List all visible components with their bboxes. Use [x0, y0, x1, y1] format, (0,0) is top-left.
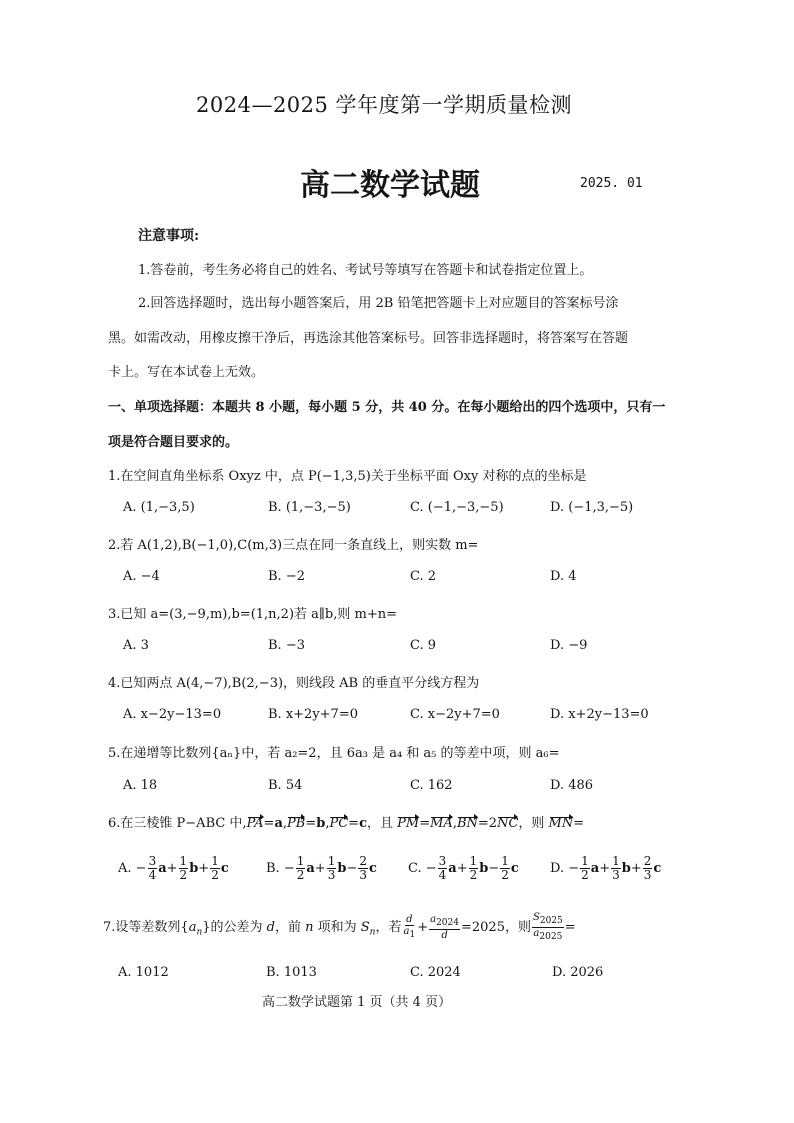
question-6-option-c: C. − $\frac{3}{4}$ a+ $\frac{1}{2}$ b− $\frac{1}{2}$ c: [408, 854, 519, 883]
question-2-option-b: B. −2: [268, 569, 305, 584]
question-3-stem: 3.已知 a=(3,−9,m),b=(1,n,2)若 a∥b,则 m+n=: [108, 607, 397, 622]
question-7-option-d: D. 2026: [552, 965, 604, 980]
question-3-option-b: B. −3: [268, 638, 305, 653]
question-4-stem: 4.已知两点 A(4,−7),B(2,−3)，则线段 AB 的垂直平分线方程为: [108, 676, 480, 691]
question-1-stem: 1.在空间直角坐标系 Oxyz 中，点 P(−1,3,5)关于坐标平面 Oxy 对称的点的坐标是: [108, 469, 587, 484]
question-6-stem: 6.在三棱锥 P−ABC 中,PA=a,PB=b,PC=c，且 PM=MA,BN=2NC，则 MN=: [108, 816, 585, 831]
page-footer: 高二数学试题第 1 页（共 4 页）: [262, 995, 452, 1010]
question-7-stem: 7.设等差数列$\{a_n\}$的公差为 d，前 n 项和为 $S_n$，若 $\frac{d}{a_1}$ + $\frac{a_{2024}}{d}$ =2025，则 $\frac{S_{2025}}{a_{2025}}$ =: [103, 912, 576, 942]
question-5-stem: 5.在递增等比数列{aₙ}中，若 a₂=2，且 6a₃ 是 a₄ 和 a₅ 的等差中项，则 a₆=: [108, 746, 560, 761]
question-3-option-c: C. 9: [410, 638, 437, 653]
question-2-stem: 2.若 A(1,2),B(−1,0),C(m,3)三点在同一条直线上，则实数 m=: [108, 538, 479, 553]
question-5-option-a: A. 18: [123, 778, 158, 793]
question-5-option-b: B. 54: [268, 778, 303, 793]
question-1-option-c: C. (−1,−3,−5): [410, 500, 504, 515]
exam-title: 高二数学试题: [300, 168, 480, 203]
question-1-option-d: D. (−1,3,−5): [550, 500, 634, 515]
question-4-option-d: D. x+2y−13=0: [550, 707, 649, 722]
question-6-option-a: A. − $\frac{3}{4}$ a+ $\frac{1}{2}$ b+ $\frac{1}{2}$ c: [118, 854, 229, 883]
question-6-stem-prefix: 6.在三棱锥 P−ABC 中,: [108, 816, 247, 831]
question-7-option-a: A. 1012: [118, 965, 169, 980]
question-7-option-c: C. 2024: [410, 965, 461, 980]
notice-item-2-line-1: 2.回答选择题时，选出每小题答案后，用 2B 铅笔把答题卡上对应题目的答案标号涂: [138, 296, 619, 311]
question-1-option-b: B. (1,−3,−5): [268, 500, 351, 515]
question-5-option-c: C. 162: [410, 778, 453, 793]
question-6-option-d: D. − $\frac{1}{2}$ a+ $\frac{1}{3}$ b+ $\frac{2}{3}$ c: [550, 854, 662, 883]
question-4-option-b: B. x+2y+7=0: [268, 707, 358, 722]
notice-item-1: 1.答卷前，考生务必将自己的姓名、考试号等填写在答题卡和试卷指定位置上。: [138, 263, 593, 278]
notice-item-2-line-2: 黑。如需改动，用橡皮擦干净后，再选涂其他答案标号。回答非选择题时，将答案写在答题: [108, 331, 629, 346]
notice-item-2-line-3: 卡上。写在本试卷上无效。: [108, 365, 265, 380]
section-heading-line-2: 项是符合题目要求的。: [108, 435, 239, 450]
question-2-option-d: D. 4: [550, 569, 577, 584]
question-4-option-a: A. x−2y−13=0: [123, 707, 222, 722]
question-1-option-a: A. (1,−3,5): [123, 500, 195, 515]
question-7-option-b: B. 1013: [266, 965, 317, 980]
exam-subtitle: 2024—2025 学年度第一学期质量检测: [196, 93, 573, 117]
question-3-option-d: D. −9: [550, 638, 588, 653]
exam-date: 2025. 01: [580, 176, 643, 191]
question-3-option-a: A. 3: [123, 638, 149, 653]
question-6-option-b: B. − $\frac{1}{2}$ a+ $\frac{1}{3}$ b− $\frac{2}{3}$ c: [266, 854, 377, 883]
question-2-option-a: A. −4: [123, 569, 160, 584]
question-2-option-c: C. 2: [410, 569, 437, 584]
section-heading-line-1: 一、单项选择题：本题共 8 小题，每小题 5 分，共 40 分。在每小题给出的四个选项中，只有一: [108, 400, 666, 415]
notice-heading: 注意事项:: [138, 228, 200, 244]
question-5-option-d: D. 486: [550, 778, 594, 793]
question-4-option-c: C. x−2y+7=0: [410, 707, 500, 722]
